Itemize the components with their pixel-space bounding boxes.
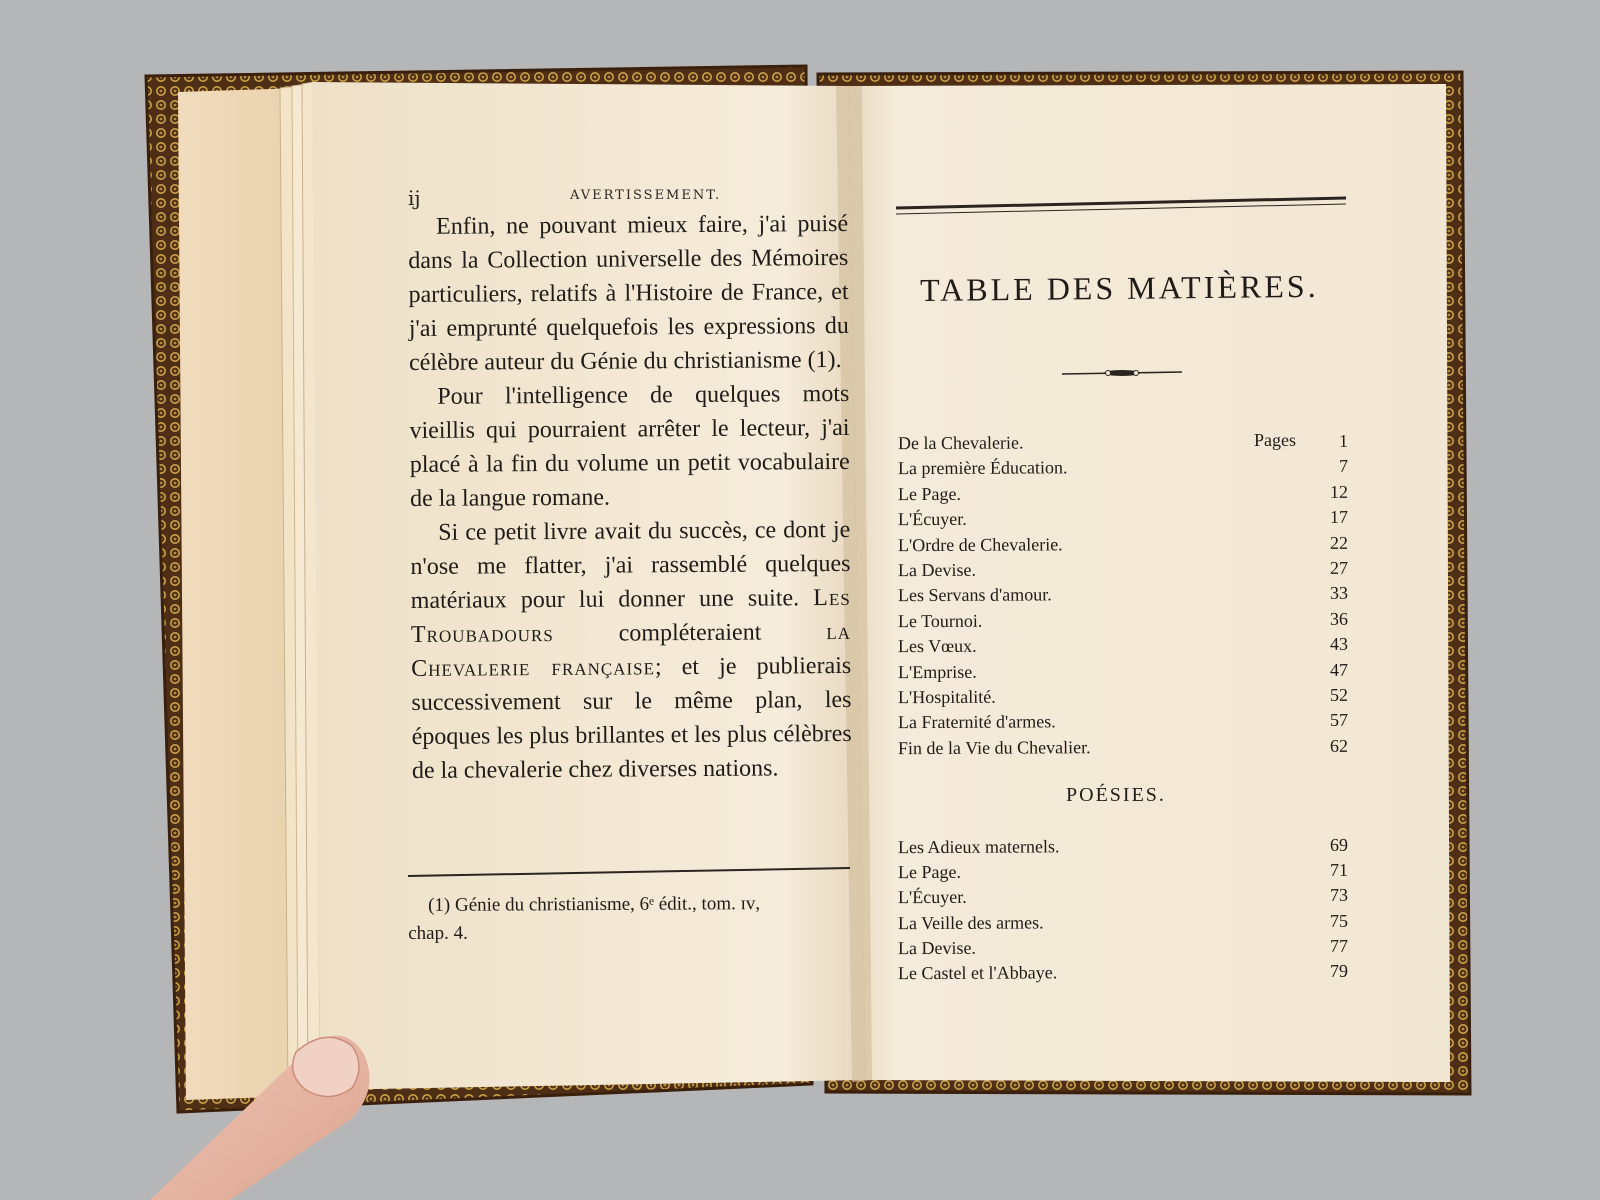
toc-row bbox=[898, 482, 1348, 508]
toc-row bbox=[898, 634, 1348, 660]
troubadours-title: Les Troubadours bbox=[410, 584, 851, 648]
toc-row bbox=[898, 860, 1348, 886]
toc-entry-label: La Devise. bbox=[897, 559, 977, 581]
paragraph-2: Pour l'intelligence de quelques mots vieillis qui pourraient arrêter le lecteur, j'ai placé à la fin du volume un petit vocabulaire de la langue romane. bbox=[409, 380, 850, 512]
toc-entry-label: Les Adieux maternels. bbox=[897, 836, 1060, 858]
toc-entry-page: 62 bbox=[1329, 735, 1349, 756]
toc-entry-label: Le Tournoi. bbox=[897, 610, 983, 631]
toc-entry-page: 33 bbox=[1329, 583, 1349, 604]
toc-entry-label: La Fraternité d'armes. bbox=[897, 711, 1056, 733]
toc-entry-page: 22 bbox=[1329, 532, 1349, 553]
toc-entry-label: L'Ordre de Chevalerie. bbox=[897, 533, 1063, 555]
toc-entry-page: 47 bbox=[1329, 659, 1349, 680]
pages-label: Pages bbox=[1254, 430, 1296, 450]
paragraph-1: Enfin, ne pouvant mieux faire, j'ai puisé dans la Collection universelle des Mémoires particuliers, relatifs à l'Histoire de France, et j'ai emprunté quelquefois les expressions du célèbre auteur du Génie du christianisme (1). bbox=[408, 210, 849, 376]
toc-entry-label: Fin de la Vie du Chevalier. bbox=[897, 736, 1091, 758]
toc-row bbox=[898, 835, 1348, 861]
toc-row bbox=[898, 936, 1348, 962]
avertissement-text bbox=[408, 207, 852, 788]
toc-entry-label: L'Emprise. bbox=[897, 661, 977, 682]
toc-entry-page: 27 bbox=[1329, 557, 1349, 578]
toc-entry-label: Le Page. bbox=[897, 862, 962, 883]
footnote-line-1: (1) Génie du christianisme, 6ᵉ édit., tom. ɪᴠ, bbox=[428, 893, 761, 916]
paragraph-3 bbox=[410, 513, 852, 788]
toc-entry-page: 57 bbox=[1329, 710, 1349, 731]
toc-entry-page: 17 bbox=[1329, 507, 1349, 528]
toc-entry-label: De la Chevalerie. bbox=[897, 432, 1024, 454]
toc-entry-label: La Veille des armes. bbox=[897, 912, 1044, 933]
running-head: AVERTISSEMENT. bbox=[570, 188, 722, 203]
toc-row bbox=[898, 456, 1348, 482]
toc-entry-label: L'Écuyer. bbox=[897, 887, 967, 908]
paragraph-3-start: Si ce petit livre avait du succès, ce dont je n'ose me flatter, j'ai rassemblé quelques matériaux pour lui donner une suite. bbox=[410, 516, 851, 614]
toc-entry-page: 1 bbox=[1338, 430, 1349, 451]
toc-entry-page: 77 bbox=[1329, 935, 1349, 956]
toc-entry-page: 73 bbox=[1329, 885, 1349, 906]
toc-row bbox=[898, 885, 1348, 911]
toc-row bbox=[898, 431, 1348, 457]
toc-row bbox=[898, 609, 1348, 635]
toc-entry-label: Le Castel et l'Abbaye. bbox=[897, 962, 1058, 984]
toc-row bbox=[898, 583, 1348, 609]
page-folio: ij bbox=[408, 186, 421, 210]
toc-entry-page: 7 bbox=[1338, 456, 1349, 477]
toc-row bbox=[898, 910, 1348, 936]
footnote bbox=[408, 890, 848, 948]
toc-row bbox=[898, 507, 1348, 533]
toc-row bbox=[898, 558, 1348, 584]
toc-row bbox=[898, 961, 1348, 987]
toc-entry-label: L'Hospitalité. bbox=[897, 686, 996, 708]
toc-entry-page: 52 bbox=[1329, 684, 1349, 705]
toc-entry-page: 69 bbox=[1329, 834, 1349, 855]
toc-entry-page: 75 bbox=[1329, 910, 1349, 931]
toc-entry-label: Les Servans d'amour. bbox=[897, 584, 1052, 606]
toc-row bbox=[898, 685, 1348, 711]
toc-row bbox=[898, 659, 1348, 685]
toc-entry-label: Les Vœux. bbox=[897, 635, 977, 657]
paragraph-3-end: ; et je publierais successivement sur le même plan, les époques les plus brillantes et les plus célèbres de la chevalerie chez diverses nations. bbox=[411, 652, 852, 784]
toc-title: TABLE DES MATIÈRES. bbox=[920, 267, 1319, 308]
chevalerie-title: la Chevalerie française bbox=[411, 618, 852, 682]
toc-entry-label: La Devise. bbox=[897, 937, 977, 958]
toc-entry-page: 71 bbox=[1329, 860, 1349, 881]
toc-row bbox=[898, 736, 1348, 762]
toc-entry-page: 43 bbox=[1329, 634, 1349, 655]
toc-entry-label: La première Éducation. bbox=[897, 457, 1068, 479]
footnote-line-2: chap. 4. bbox=[408, 922, 468, 944]
poesies-title: POÉSIES. bbox=[1066, 784, 1166, 806]
toc-entry-page: 12 bbox=[1329, 481, 1349, 502]
toc-entry-page: 36 bbox=[1329, 608, 1349, 629]
toc-row bbox=[898, 532, 1348, 558]
toc-entry-label: L'Écuyer. bbox=[897, 509, 967, 530]
toc-row bbox=[898, 710, 1348, 736]
paragraph-3-mid: compléteraient bbox=[618, 619, 762, 647]
toc-entry-label: Le Page. bbox=[897, 483, 962, 504]
toc-entry-page: 79 bbox=[1329, 960, 1349, 981]
